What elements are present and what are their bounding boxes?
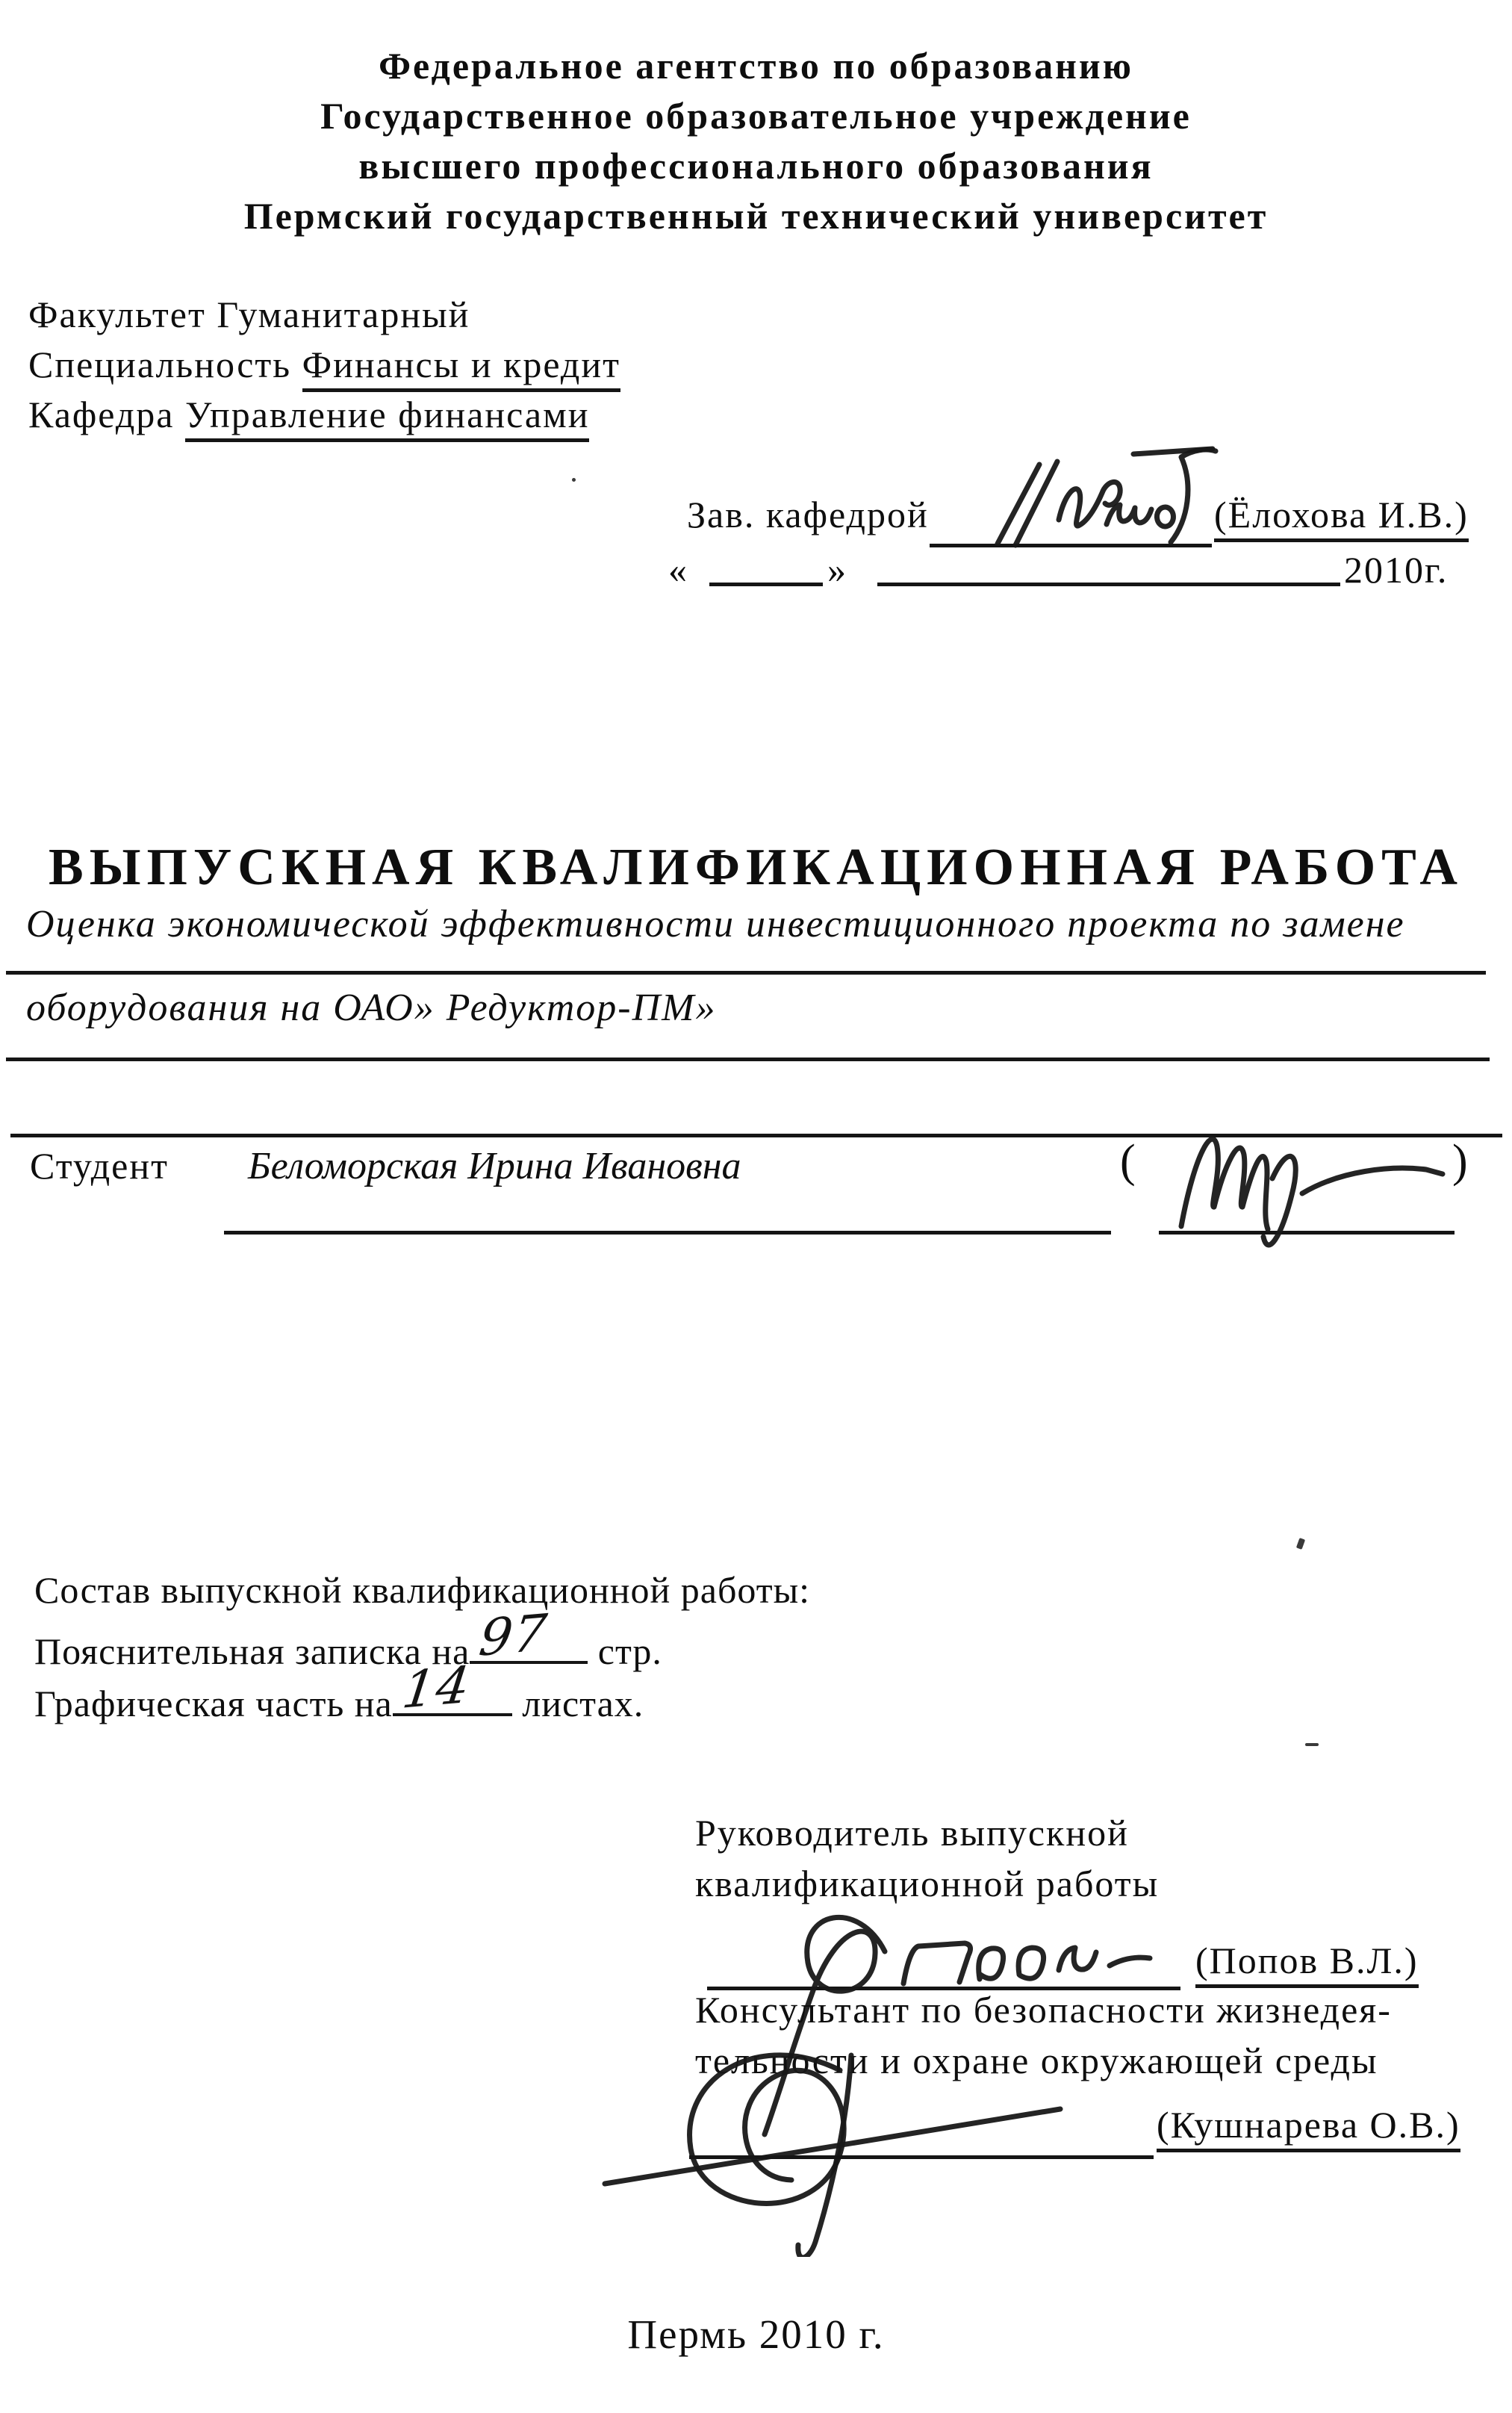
specialty-line — [28, 340, 620, 390]
topic-line-2: оборудования на ОАО» Редуктор-ПМ» — [26, 987, 717, 1029]
graphic-suffix: листах. — [522, 1683, 644, 1724]
header-line-1: Федеральное агентство по образованию — [379, 45, 1133, 87]
date-quote-close: » — [827, 549, 847, 591]
graphic-sheets-blank — [393, 1656, 512, 1721]
student-label: Студент — [30, 1145, 169, 1187]
student-paren-open: ( — [1120, 1136, 1136, 1187]
date-month-blank — [877, 583, 1340, 586]
faculty-label: Факультет — [28, 294, 206, 335]
topic-rule-2 — [6, 1058, 1490, 1061]
note-prefix: Пояснительная записка на — [34, 1630, 470, 1672]
specialty-value: Финансы и кредит — [302, 344, 620, 392]
note-suffix: стр. — [597, 1630, 662, 1672]
faculty-line — [28, 290, 620, 340]
consultant-signature — [594, 2025, 1079, 2257]
scan-artifact — [1296, 1538, 1305, 1550]
consultant-role-line-1: Консультант по безопасности жизнедея- — [695, 1989, 1392, 2031]
department-head-label: Зав. кафедрой — [687, 494, 929, 535]
composition-graphic-line — [34, 1656, 644, 1725]
scan-artifact — [1305, 1743, 1319, 1746]
specialty-label: Специальность — [28, 344, 292, 385]
student-name-line — [224, 1231, 1111, 1235]
topic-line-1: Оценка экономической эффективности инвестиционного проекта по замене — [26, 903, 1405, 945]
city-year: Пермь 2010 г. — [627, 2311, 885, 2357]
header-line-2: Государственное образовательное учреждение — [320, 95, 1192, 137]
composition-note-line — [34, 1603, 662, 1673]
graphic-sheets-value: 14 — [399, 1656, 473, 1721]
topic-rule-1 — [6, 971, 1486, 975]
faculty-value: Гуманитарный — [217, 294, 470, 335]
supervisor-name: (Попов В.Л.) — [1195, 1939, 1419, 1982]
scan-artifact — [572, 478, 576, 482]
department-line — [28, 390, 620, 440]
student-signature — [1144, 1090, 1472, 1266]
consultant-role-line-2: тельности и охране окружающей среды — [695, 2040, 1378, 2081]
note-pages-blank — [470, 1603, 588, 1668]
consultant-name: (Кушнарева О.В.) — [1157, 2103, 1460, 2146]
student-paren-close: ) — [1452, 1136, 1468, 1187]
work-title: ВЫПУСКНАЯ КВАЛИФИКАЦИОННАЯ РАБОТА — [49, 839, 1463, 896]
note-pages-value: 97 — [476, 1603, 551, 1668]
university-header — [0, 41, 1512, 241]
date-quote-open: « — [668, 549, 688, 591]
department-head-name: (Ёлохова И.В.) — [1214, 493, 1469, 536]
student-name: Беломорская Ирина Ивановна — [248, 1145, 741, 1187]
consultant-signature-line — [689, 2155, 1154, 2159]
department-label: Кафедра — [28, 394, 175, 435]
header-line-3: высшего профессионального образования — [358, 145, 1154, 187]
info-block — [28, 290, 620, 440]
supervisor-role-line-2: квалификационной работы — [695, 1863, 1160, 1904]
approval-year: 2010г. — [1344, 549, 1449, 591]
date-day-blank — [709, 583, 823, 586]
department-value: Управление финансами — [185, 394, 590, 442]
head-signature — [947, 445, 1219, 551]
header-line-4: Пермский государственный технический университет — [243, 195, 1269, 237]
composition-heading: Состав выпускной квалификационной работы: — [34, 1569, 811, 1611]
graphic-prefix: Графическая часть на — [34, 1683, 393, 1724]
supervisor-role-line-1: Руководитель выпускной — [695, 1812, 1129, 1854]
